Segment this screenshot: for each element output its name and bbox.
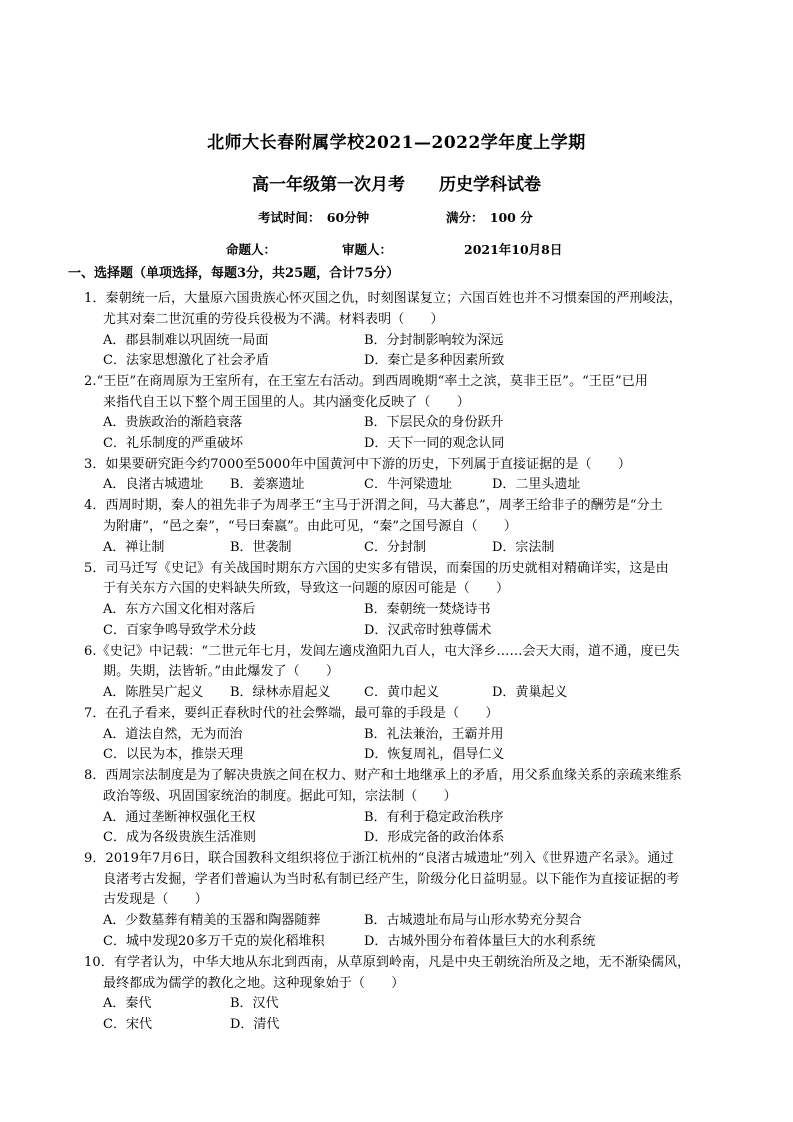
question-line: 最终都成为儒学的教化之地。这种现象始于（ ） — [103, 976, 405, 991]
option-b: B．礼法兼治，王霸并用 — [364, 727, 504, 742]
section-title: 一、选择题（单项选择，每题3分，共25题，合计75分） — [68, 266, 400, 281]
question-line: 来指代自王以下整个周王国里的人。其内涵变化反映了（ ） — [103, 395, 470, 410]
option-b: B．秦朝统一焚烧诗书 — [364, 602, 491, 617]
option-d: D．古城外围分布着体量巨大的水利系统 — [364, 934, 596, 949]
question-line: 8．西周宗法制度是为了解决贵族之间在权力、财产和土地继承上的矛盾，用父系血缘关系的亲疏来维系 — [84, 768, 682, 783]
option-a: A．少数墓葬有精美的玉器和陶器随葬 — [103, 913, 321, 928]
option-a: A．贵族政治的渐趋衰落 — [103, 415, 243, 430]
option-d: D．二里头遗址 — [492, 477, 581, 492]
option-b: B．分封制影响较为深远 — [364, 333, 504, 348]
option-a: A．通过垄断神权强化王权 — [103, 810, 256, 825]
option-c: C．城中发现20多万千克的炭化稻堆积 — [103, 934, 325, 949]
option-a: A．良渚古城遗址 — [103, 477, 204, 492]
option-b: B．古城遗址布局与山形水势充分契合 — [364, 913, 582, 928]
option-c: C．黄巾起义 — [364, 685, 439, 700]
question-line: 为附庸”，“邑之秦”，“号曰秦嬴”。由此可见，“秦”之国号源自（ ） — [103, 519, 518, 534]
option-c: C．礼乐制度的严重破坏 — [103, 436, 243, 451]
question-line: 10．有学者认为，中华大地从东北到西南，从草原到岭南，凡是中央王朝统治所及之地，无不渐染儒风， — [84, 955, 691, 970]
option-b: B．姜寨遗址 — [230, 477, 305, 492]
question-line: 尤其对秦二世沉重的劳役兵役极为不满。材料表明（ ） — [103, 312, 444, 327]
option-c: C．牛河梁遗址 — [364, 477, 452, 492]
option-b: B．绿林赤眉起义 — [230, 685, 331, 700]
exam-date: 2021年10月8日 — [464, 242, 563, 257]
question-line: 政治等级、巩固国家统治的制度。据此可知，宗法制（ ） — [103, 789, 457, 804]
option-d: D．宗法制 — [492, 540, 555, 555]
option-a: A．东方六国文化相对落后 — [103, 602, 256, 617]
exam-subtitle: 高一年级第一次月考 历史学科试卷 — [252, 175, 541, 195]
question-line: 期。失期，法皆斩。”由此爆发了（ ） — [103, 664, 340, 679]
full-score: 满分： 100 分 — [446, 210, 533, 225]
option-a: A．郡县制难以巩固统一局面 — [103, 333, 269, 348]
option-c: C．百家争鸣导致学术分歧 — [103, 623, 256, 638]
option-b: B．世袭制 — [230, 540, 292, 555]
option-d: D．汉武帝时独尊儒术 — [364, 623, 492, 638]
option-a: A．道法自然，无为而治 — [103, 727, 243, 742]
option-a: A．禅让制 — [103, 540, 165, 555]
option-b: B．有利于稳定政治秩序 — [364, 810, 504, 825]
option-d: D．秦亡是多种因素所致 — [364, 353, 505, 368]
question-line: 9．2019年7月6日，联合国教科文组织将位于浙江杭州的“良渚古城遗址”列入《世界遗产名录》。通过 — [84, 851, 674, 866]
exam-title: 北师大长春附属学校2021—2022学年度上学期 — [207, 133, 586, 153]
option-d: D．黄巢起义 — [492, 685, 568, 700]
option-c: C．成为各级贵族生活准则 — [103, 830, 256, 845]
option-c: C．以民为本，推崇天理 — [103, 747, 243, 762]
option-c: C．法家思想激化了社会矛盾 — [103, 353, 269, 368]
option-a: A．陈胜吴广起义 — [103, 685, 204, 700]
option-b: B．下层民众的身份跃升 — [364, 415, 504, 430]
question-line: 良渚考古发掘，学者们普遍认为当时私有制已经产生，阶级分化日益明显。以下能作为直接证据的考 — [103, 872, 680, 887]
question-line: 古发现是（ ） — [103, 892, 208, 907]
question-line: 于有关东方六国的史料缺失所致，导致这一问题的原因可能是（ ） — [103, 581, 510, 596]
option-d: D．天下一同的观念认同 — [364, 436, 505, 451]
option-c: C．宋代 — [103, 1017, 152, 1032]
question-line: 6.《史记》中记载：“二世元年七月，发闾左適戍渔阳九百人，屯大泽乡……会天大雨，道不通，度已失 — [84, 644, 680, 659]
question-line: 1．秦朝统一后，大量原六国贵族心怀灭国之仇，时刻图谋复立；六国百姓也并不习惯秦国的严刑峻法， — [84, 291, 682, 306]
option-d: D．形成完备的政治体系 — [364, 830, 505, 845]
setter-label: 命题人： — [226, 242, 277, 257]
option-b: B．汉代 — [230, 996, 279, 1011]
option-a: A．秦代 — [103, 996, 152, 1011]
reviewer-label: 审题人： — [342, 242, 393, 257]
question-line: 2.“王臣”在商周原为王室所有，在王室左右活动。到西周晚期“率土之滨，莫非王臣”。“王臣”已用 — [84, 374, 648, 389]
option-d: D．恢复周礼，倡导仁义 — [364, 747, 505, 762]
option-c: C．分封制 — [364, 540, 426, 555]
option-d: D．清代 — [230, 1017, 280, 1032]
question-line: 3．如果要研究距今约7000至5000年中国黄河中下游的历史，下列属于直接证据的是（ ） — [84, 457, 631, 472]
question-line: 7．在孔子看来，要纠正春秋时代的社会弊端，最可靠的手段是（ ） — [84, 706, 499, 721]
question-line: 4．西周时期，秦人的祖先非子为周孝王“主马于汧渭之间，马大蕃息”，周孝王给非子的酬劳是“分土 — [84, 498, 663, 513]
question-line: 5．司马迁写《史记》有关战国时期东方六国的史实多有错误，而秦国的历史就相对精确详实，这是由 — [84, 561, 669, 576]
exam-time: 考试时间： 60分钟 — [258, 210, 370, 225]
